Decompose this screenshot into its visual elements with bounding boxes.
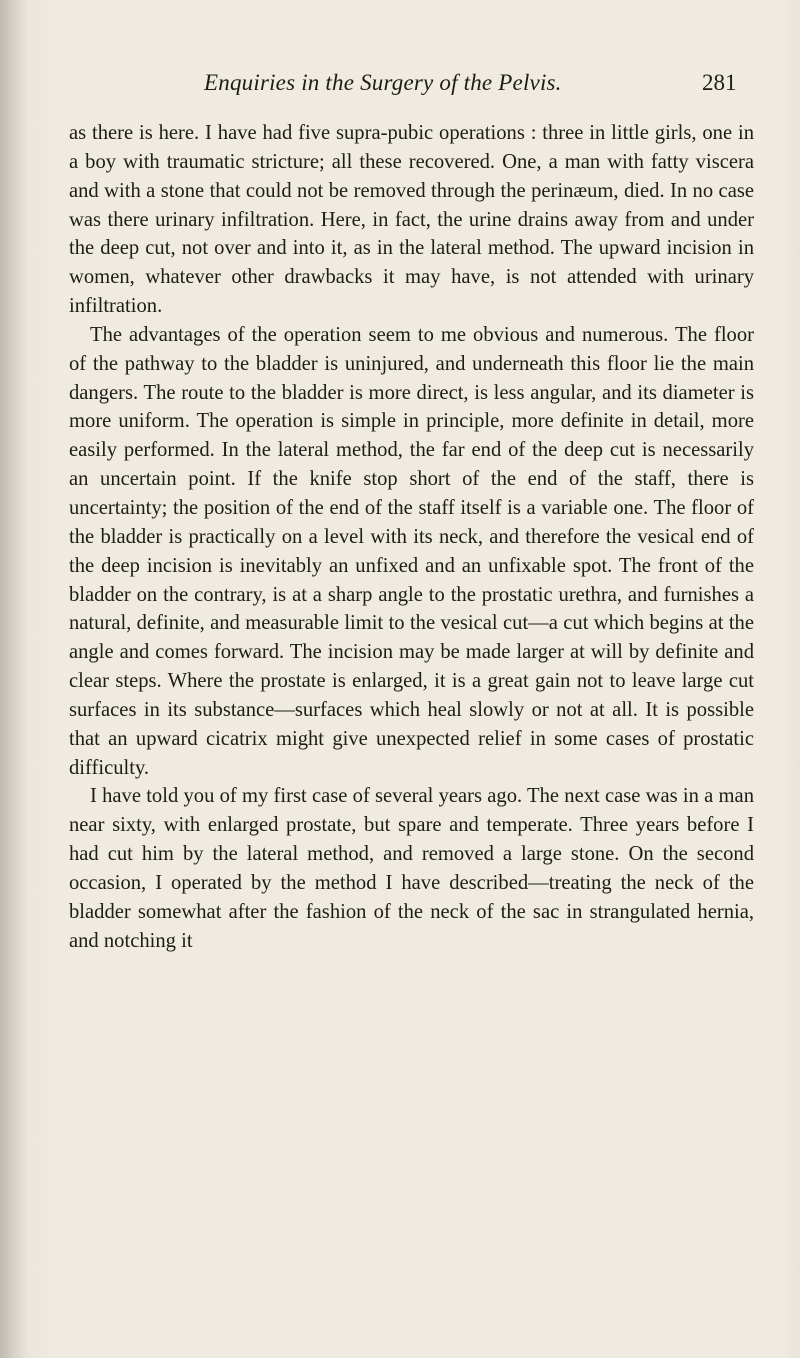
paragraph-advantages: The advantages of the operation seem to me obvious and numerous. The floor of the pathway to the bladder is uninjured, and underneath this floor lie the main dangers. The route to the bladder is more direct, is less angular, and its diameter is more uniform. The operation is simple in principle, more definite in detail, more easily performed. In the lateral method, the far end of the deep cut is necessarily an uncertain point. If the knife stop short of the end of the staff, there is uncertainty; the position of the end of the staff itself is a variable one. The floor of the bladder is practically on a level with its neck, and therefore the vesical end of the deep incision is inevitably an unfixed and an unfixable spot. The front of the bladder on the contrary, is at a sharp angle to the prostatic urethra, and furnishes a natural, definite, and measurable limit to the vesical cut—a cut which begins at the angle and comes forward. The incision may be made larger at will by definite and clear steps. Where the prostate is enlarged, it is a great gain not to leave large cut surfaces in its substance—surfaces which heal slowly or not at all. It is possible that an upward cicatrix might give unexpected relief in some cases of prostatic difficulty. [69,323,754,779]
body-text [69,119,754,955]
binding-shadow [0,0,28,1358]
running-head-title: Enquiries in the Surgery of the Pelvis. [204,70,562,95]
paragraph-continued: as there is here. I have had five supra-pubic operations : three in little girls, one in a boy with traumatic stricture; all these recovered. One, a man with fatty viscera and with a stone that could not be removed through the perinæum, died. In no case was there urinary infiltration. Here, in fact, the urine drains away from and under the deep cut, not over and into it, as in the lateral method. The upward incision in women, whatever other drawbacks it may have, is not attended with urinary infiltration. [69,122,754,318]
page-number: 281 [702,70,737,95]
paragraph-cases: I have told you of my first case of several years ago. The next case was in a man near sixty, with enlarged prostate, but spare and temperate. Three years before I had cut him by the lateral method, and removed a large stone. On the second occasion, I operated by the method I have described—treating the neck of the bladder somewhat after the fashion of the neck of the sac in strangulated hernia, and notching it [69,785,754,952]
